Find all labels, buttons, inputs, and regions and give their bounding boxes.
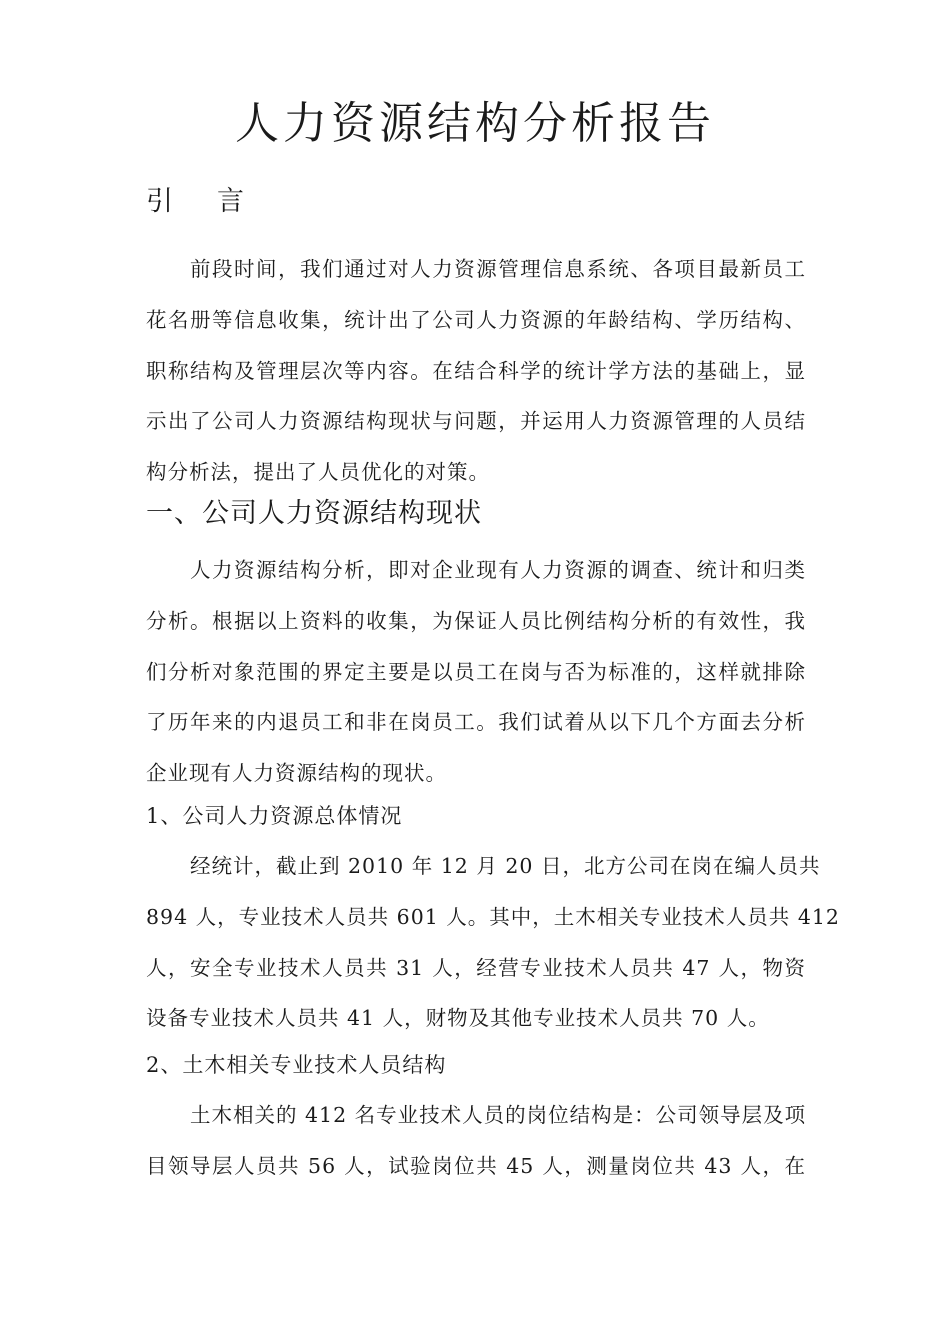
- paragraph-line: 土木相关的 412 名专业技术人员的岗位结构是：公司领导层及项: [190, 1103, 807, 1127]
- paragraph-line: 894 人，专业技术人员共 601 人。其中，土木相关专业技术人员共 412: [146, 904, 840, 929]
- document-title: 人力资源结构分析报告: [235, 98, 715, 149]
- subsection-1-paragraph: [146, 841, 840, 1044]
- subsection-2-heading: 2、土木相关专业技术人员结构: [146, 1053, 447, 1077]
- subsection-1-heading: 1、公司人力资源总体情况: [146, 804, 403, 828]
- paragraph-line: 前段时间，我们通过对人力资源管理信息系统、各项目最新员工: [190, 257, 806, 281]
- paragraph-line: 了历年来的内退员工和非在岗员工。我们试着从以下几个方面去分析: [146, 710, 806, 735]
- paragraph-line: 职称结构及管理层次等内容。在结合科学的统计学方法的基础上，显: [146, 358, 806, 383]
- section-1-paragraph: [146, 545, 806, 799]
- paragraph-line: 花名册等信息收集，统计出了公司人力资源的年龄结构、学历结构、: [146, 307, 806, 332]
- paragraph-line: 企业现有人力资源结构的现状。: [146, 761, 447, 786]
- paragraph-line: 构分析法，提出了人员优化的对策。: [146, 460, 490, 485]
- paragraph-line: 示出了公司人力资源结构现状与问题，并运用人力资源管理的人员结: [146, 409, 806, 434]
- paragraph-line: 们分析对象范围的界定主要是以员工在岗与否为标准的，这样就排除: [146, 659, 806, 684]
- paragraph-line: 人，安全专业技术人员共 31 人，经营专业技术人员共 47 人，物资: [146, 955, 806, 980]
- paragraph-line: 设备专业技术人员共 41 人，财物及其他专业技术人员共 70 人。: [146, 1006, 770, 1031]
- section-1-heading: 一、公司人力资源结构现状: [146, 498, 482, 529]
- paragraph-line: 经统计，截止到 2010 年 12 月 20 日，北方公司在岗在编人员共: [190, 854, 821, 878]
- intro-heading-char-1: 引: [146, 186, 173, 217]
- subsection-2-paragraph: [146, 1090, 806, 1192]
- paragraph-line: 分析。根据以上资料的收集，为保证人员比例结构分析的有效性，我: [146, 608, 806, 633]
- paragraph-line: 人力资源结构分析，即对企业现有人力资源的调查、统计和归类: [190, 558, 806, 582]
- paragraph-line: 目领导层人员共 56 人，试验岗位共 45 人，测量岗位共 43 人，在: [146, 1153, 806, 1178]
- intro-paragraph: [146, 244, 806, 498]
- intro-heading: [146, 184, 244, 220]
- intro-heading-char-2: 言: [217, 186, 244, 217]
